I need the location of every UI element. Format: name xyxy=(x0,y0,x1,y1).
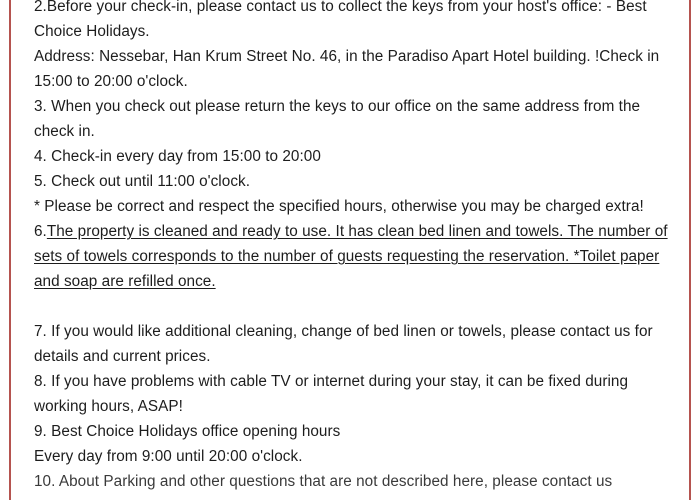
paragraph-item-3: 3. When you check out please return the keys to our office on the same address from the check in. xyxy=(34,98,641,140)
left-margin-rule xyxy=(9,0,11,500)
paragraph-item-7: 7. If you would like additional cleaning, change of bed linen or towels, please contact us for details and current prices. xyxy=(34,323,653,365)
document-body xyxy=(34,0,670,494)
item-6-number: 6. xyxy=(34,223,47,240)
paragraph-item-4: 4. Check-in every day from 15:00 to 20:00 xyxy=(34,148,321,165)
paragraph-item-9-hours: Every day from 9:00 until 20:00 o'clock. xyxy=(34,448,303,465)
paragraph-note-hours: * Please be correct and respect the specified hours, otherwise you may be charged extra! xyxy=(34,198,644,215)
paragraph-item-6 xyxy=(34,219,670,294)
paragraph-item-10: 10. About Parking and other questions that are not described here, please contact us xyxy=(34,473,613,490)
item-6-underlined-text: The property is cleaned and ready to use. It has clean bed linen and towels. The number of sets of towels corresponds to the number of guests requesting the reservation. *Toilet paper and soap are refilled once. xyxy=(34,223,668,290)
paragraph-item-5: 5. Check out until 11:00 o'clock. xyxy=(34,173,251,190)
right-margin-rule xyxy=(689,0,691,500)
paragraph-item-2: 2.Before your check-in, please contact us to collect the keys from your host's office: - Best Choice Holidays. xyxy=(34,0,647,40)
paragraph-item-8: 8. If you have problems with cable TV or internet during your stay, it can be fixed during working hours, ASAP! xyxy=(34,373,629,415)
paragraph-item-9: 9. Best Choice Holidays office opening hours xyxy=(34,423,341,440)
paragraph-spacer xyxy=(34,294,670,319)
paragraph-address: Address: Nessebar, Han Krum Street No. 46, in the Paradiso Apart Hotel building. !Check in 15:00 to 20:00 o'clock. xyxy=(34,48,660,90)
